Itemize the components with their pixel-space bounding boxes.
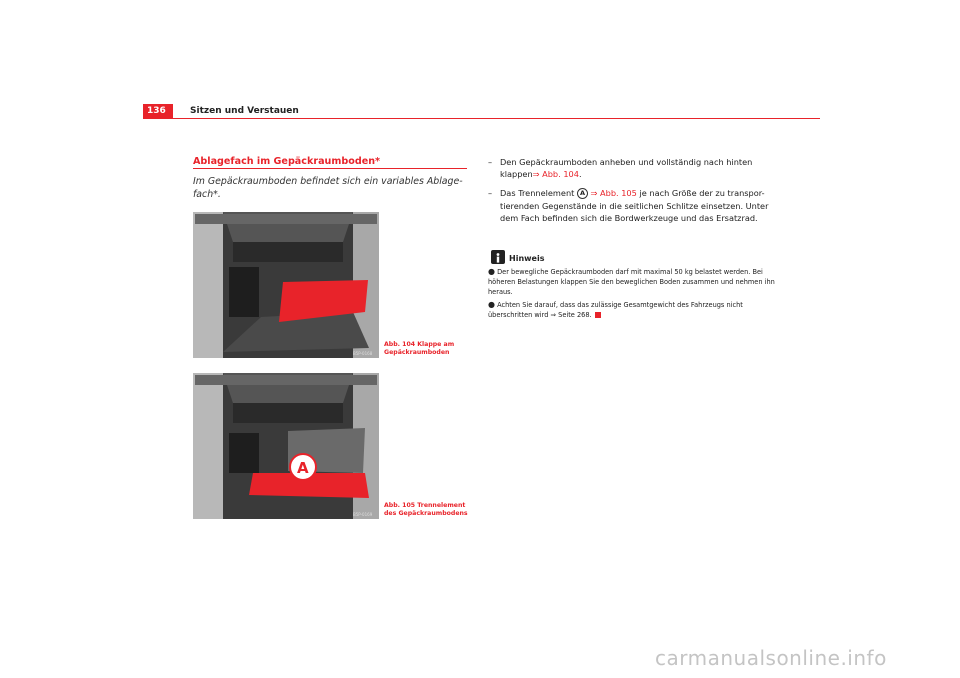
figure-code: B5P-0169	[353, 512, 373, 517]
step-text-part: .	[578, 169, 582, 180]
section-divider	[193, 168, 467, 169]
header-divider	[143, 118, 820, 119]
step-dash: –	[488, 188, 493, 199]
step-text-part: Das Trennelement	[500, 188, 577, 199]
step-text	[500, 156, 778, 180]
bullet-icon: ●	[488, 267, 495, 276]
note-header	[491, 250, 544, 264]
instruction-steps	[488, 156, 778, 231]
info-icon	[491, 250, 505, 264]
figure-code: B5P-0168	[353, 351, 373, 356]
bullet-icon: ●	[488, 300, 495, 309]
note-body	[488, 267, 778, 323]
figure-104-image	[193, 212, 379, 358]
chapter-title: Sitzen und Verstauen	[190, 106, 299, 116]
note-bullet-text: Der bewegliche Gepäckraumboden darf mit maximal 50 kg belastet werden. Bei höheren Belastungen klappen Sie den beweglichen Boden zusammen und nehmen ihn heraus.	[488, 268, 775, 296]
section-intro: Im Gepäckraumboden befindet sich ein variables Ablage-fach*.	[193, 176, 463, 200]
page-number: 136	[147, 106, 166, 116]
step-item	[488, 187, 778, 224]
step-dash: –	[488, 157, 493, 167]
step-text	[500, 187, 778, 224]
note-bullet	[488, 300, 778, 320]
note-bullet	[488, 267, 778, 297]
step-text-part: Den Gepäckraumboden anheben und vollständig nach hinten klappen	[500, 157, 753, 180]
note-title: Hinweis	[509, 254, 545, 263]
end-of-section-icon	[595, 312, 601, 318]
figure-104-caption: Abb. 104 Klappe am Gepäckraumboden	[384, 341, 455, 356]
section-title: Ablagefach im Gepäckraumboden*	[193, 156, 381, 167]
callout-a: A	[297, 459, 309, 477]
step-item	[488, 156, 778, 180]
watermark: carmanualsonline.info	[655, 646, 887, 670]
figure-105-image	[193, 373, 379, 519]
figure-105-caption: Abb. 105 Trennelement des Gepäckraumbodens	[384, 502, 468, 517]
step-text-part: je nach Größe der zu transpor-tierenden Gegenstände in die seitlichen Schlitze einsetzen. Unter dem Fach befinden sich die Bordwerkzeuge und das Ersatzrad.	[500, 188, 769, 223]
figure-reference-link[interactable]: ⇒ Abb. 104	[532, 169, 579, 180]
figure-reference-link[interactable]: ⇒ Abb. 105	[587, 188, 637, 199]
callout-a-badge: A	[577, 188, 588, 199]
note-bullet-text: Achten Sie darauf, dass das zulässige Gesamtgewicht des Fahrzeugs nicht überschritten wird ⇒ Seite 268.	[488, 301, 743, 319]
